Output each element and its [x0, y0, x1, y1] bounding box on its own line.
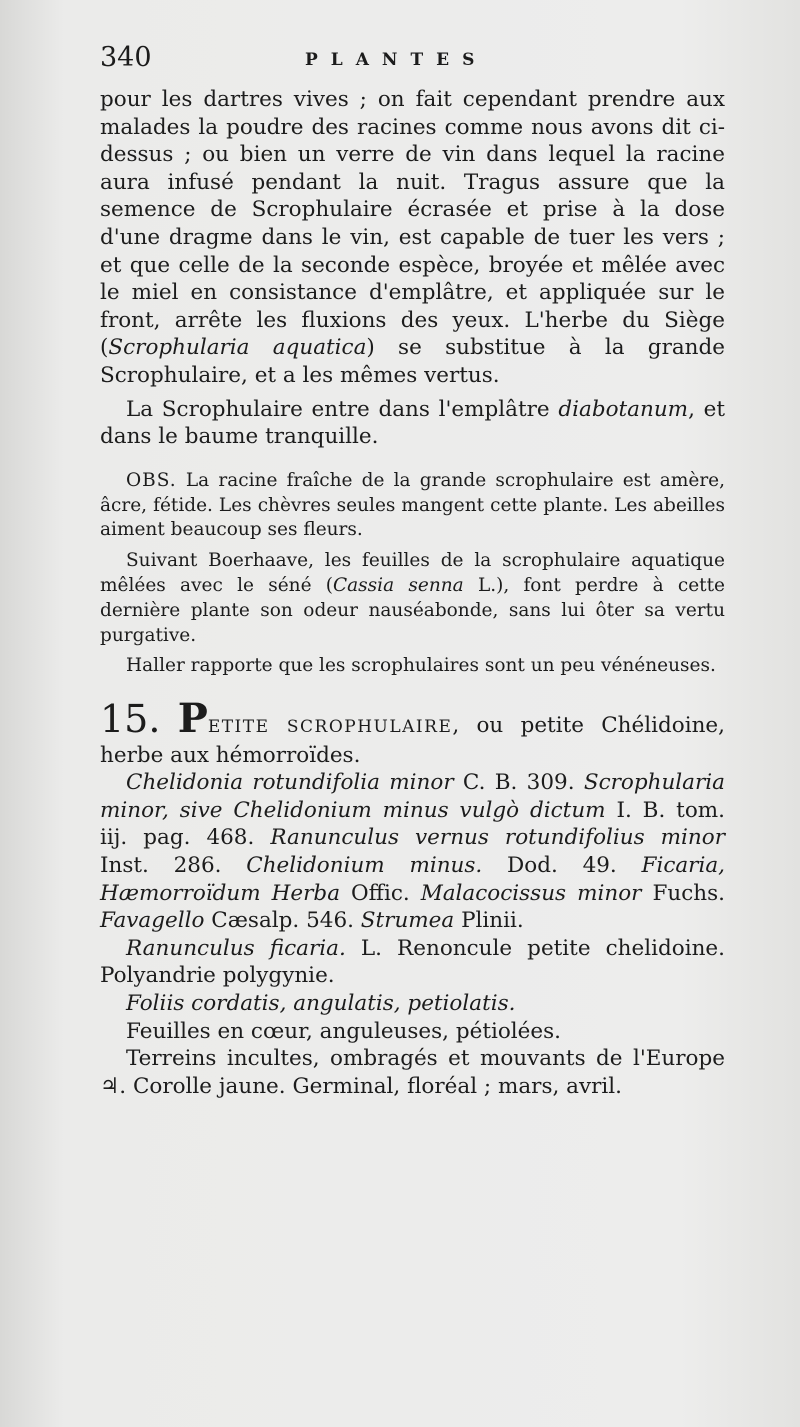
- observations-block: [100, 469, 725, 679]
- plant-entry: [100, 695, 725, 1100]
- page-header: [100, 42, 725, 78]
- entry-linnaeus: Ranunculus ficaria. L. Renoncule petite chelidoine. Polyandrie polygynie.: [100, 935, 725, 989]
- obs-paragraph-1: OBS. La racine fraîche de la grande scrophulaire est amère, âcre, fétide. Les chèvres seules mangent cette plante. Les abeilles aiment beaucoup ses fleurs.: [100, 469, 725, 541]
- obs-paragraph-2: Suivant Boerhaave, les feuilles de la scrophulaire aquatique mêlées avec le séné (Cassia senna L.), font perdre à cette dernière plante son odeur nauséabonde, sans lui ôter sa vertu purgative.: [100, 550, 725, 646]
- entry-latin-description: Foliis cordatis, angulatis, petiolatis.: [126, 991, 516, 1017]
- page-number: 340: [100, 42, 152, 73]
- paragraph-continuation: pour les dartres vives ; on fait cependant prendre aux malades la poudre des racines comme nous avons dit ci-dessus ; ou bien un verre de vin dans lequel la racine aura infusé pendant la nuit. Tragus assure que la semence de Scrophulaire écrasée et prise à la dose d'une dragme dans le vin, est capable de tuer les vers ; et que celle de la seconde espèce, broyée et mêlée avec le miel en consistance d'emplâtre, et appliquée sur le front, arrête les fluxions des yeux. L'herbe du Siège (Scrophularia aquatica) se substitue à la grande Scrophulaire, et a les mêmes vertus.: [100, 87, 725, 388]
- paragraph-emplatre: La Scrophulaire entre dans l'emplâtre diabotanum, et dans le baume tranquille.: [100, 396, 725, 450]
- body-text: [100, 86, 725, 1100]
- obs-paragraph-3: Haller rapporte que les scrophulaires sont un peu vénéneuses.: [126, 655, 716, 677]
- entry-title: 15. PETITE SCROPHULAIRE, ou petite Chélidoine, herbe aux hémorroïdes.: [100, 695, 725, 768]
- running-title: PLANTES: [305, 50, 488, 70]
- entry-french-description: Feuilles en cœur, anguleuses, pétiolées.: [126, 1018, 561, 1044]
- entry-habitat: Terreins incultes, ombragés et mouvants de l'Europe ♃. Corolle jaune. Germinal, floréal ; mars, avril.: [100, 1046, 725, 1099]
- entry-synonyms: Chelidonia rotundifolia minor C. B. 309. Scrophularia minor, sive Chelidonium minus vulgò dictum I. B. tom. iij. pag. 468. Ranunculus vernus rotundifolius minor Inst. 286. Chelidonium minus. Dod. 49. Ficaria, Hæmorroïdum Herba Offic. Malacocissus minor Fuchs. Favagello Cæsalp. 546. Strumea Plinii.: [100, 770, 725, 934]
